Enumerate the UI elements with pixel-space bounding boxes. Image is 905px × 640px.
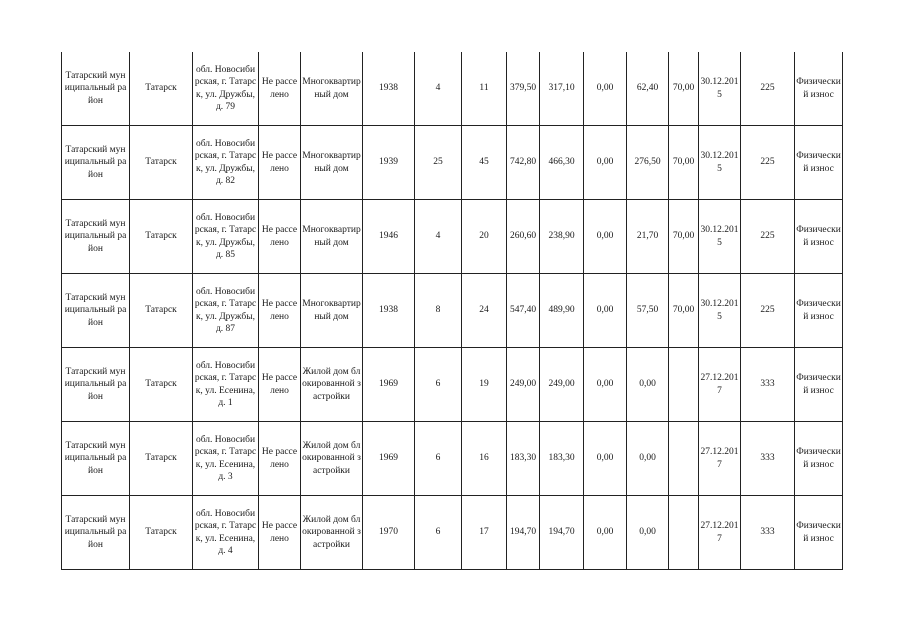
count-cell-a: 6 xyxy=(415,422,462,496)
building-type-cell: Многоквартирный дом xyxy=(301,126,363,200)
doc-number-cell: 225 xyxy=(741,200,795,274)
city-cell: Татарск xyxy=(130,422,193,496)
reason-cell: Физический износ xyxy=(795,496,843,570)
doc-number-cell: 225 xyxy=(741,52,795,126)
area-other-cell: 276,50 xyxy=(627,126,669,200)
count-cell-a: 8 xyxy=(415,274,462,348)
district-cell: Татарский муниципальный район xyxy=(62,52,130,126)
city-cell: Татарск xyxy=(130,200,193,274)
date-cell: 27.12.2017 xyxy=(699,496,741,570)
date-cell: 30.12.2015 xyxy=(699,126,741,200)
area-living-cell: 466,30 xyxy=(540,126,584,200)
status-cell: Не расселено xyxy=(259,422,301,496)
status-cell: Не расселено xyxy=(259,274,301,348)
area-other-cell: 62,40 xyxy=(627,52,669,126)
year-cell: 1938 xyxy=(363,274,415,348)
status-cell: Не расселено xyxy=(259,126,301,200)
year-cell: 1969 xyxy=(363,348,415,422)
doc-number-cell: 333 xyxy=(741,496,795,570)
year-cell: 1939 xyxy=(363,126,415,200)
wear-cell: 70,00 xyxy=(669,126,699,200)
year-cell: 1946 xyxy=(363,200,415,274)
building-type-cell: Жилой дом блокированной застройки xyxy=(301,348,363,422)
district-cell: Татарский муниципальный район xyxy=(62,348,130,422)
status-cell: Не расселено xyxy=(259,348,301,422)
doc-number-cell: 225 xyxy=(741,274,795,348)
area-total-cell: 249,00 xyxy=(507,348,540,422)
table-row xyxy=(62,422,843,496)
date-cell: 30.12.2015 xyxy=(699,52,741,126)
area-zero-cell: 0,00 xyxy=(584,348,627,422)
status-cell: Не расселено xyxy=(259,496,301,570)
table-row xyxy=(62,126,843,200)
reason-cell: Физический износ xyxy=(795,200,843,274)
building-type-cell: Жилой дом блокированной застройки xyxy=(301,422,363,496)
count-cell-a: 4 xyxy=(415,200,462,274)
area-living-cell: 194,70 xyxy=(540,496,584,570)
city-cell: Татарск xyxy=(130,496,193,570)
address-cell: обл. Новосибирская, г. Татарск, ул. Дружбы, д. 79 xyxy=(193,52,259,126)
table-row xyxy=(62,348,843,422)
year-cell: 1938 xyxy=(363,52,415,126)
reason-cell: Физический износ xyxy=(795,274,843,348)
date-cell: 27.12.2017 xyxy=(699,348,741,422)
district-cell: Татарский муниципальный район xyxy=(62,422,130,496)
reason-cell: Физический износ xyxy=(795,422,843,496)
city-cell: Татарск xyxy=(130,126,193,200)
table-row xyxy=(62,200,843,274)
housing-registry-table xyxy=(61,52,843,570)
reason-cell: Физический износ xyxy=(795,348,843,422)
city-cell: Татарск xyxy=(130,348,193,422)
district-cell: Татарский муниципальный район xyxy=(62,496,130,570)
building-type-cell: Многоквартирный дом xyxy=(301,274,363,348)
area-total-cell: 183,30 xyxy=(507,422,540,496)
area-other-cell: 57,50 xyxy=(627,274,669,348)
area-total-cell: 260,60 xyxy=(507,200,540,274)
city-cell: Татарск xyxy=(130,274,193,348)
area-zero-cell: 0,00 xyxy=(584,52,627,126)
count-cell-a: 25 xyxy=(415,126,462,200)
count-cell-a: 6 xyxy=(415,496,462,570)
address-cell: обл. Новосибирская, г. Татарск, ул. Дружбы, д. 82 xyxy=(193,126,259,200)
address-cell: обл. Новосибирская, г. Татарск, ул. Есенина, д. 3 xyxy=(193,422,259,496)
area-zero-cell: 0,00 xyxy=(584,126,627,200)
table-row xyxy=(62,274,843,348)
doc-number-cell: 333 xyxy=(741,422,795,496)
area-total-cell: 194,70 xyxy=(507,496,540,570)
area-living-cell: 249,00 xyxy=(540,348,584,422)
district-cell: Татарский муниципальный район xyxy=(62,274,130,348)
building-type-cell: Жилой дом блокированной застройки xyxy=(301,496,363,570)
count-cell-b: 24 xyxy=(462,274,507,348)
table-row xyxy=(62,496,843,570)
count-cell-a: 4 xyxy=(415,52,462,126)
status-cell: Не расселено xyxy=(259,52,301,126)
wear-cell: 70,00 xyxy=(669,200,699,274)
year-cell: 1969 xyxy=(363,422,415,496)
count-cell-b: 17 xyxy=(462,496,507,570)
area-zero-cell: 0,00 xyxy=(584,274,627,348)
count-cell-a: 6 xyxy=(415,348,462,422)
area-other-cell: 0,00 xyxy=(627,496,669,570)
area-zero-cell: 0,00 xyxy=(584,496,627,570)
area-living-cell: 317,10 xyxy=(540,52,584,126)
wear-cell: 70,00 xyxy=(669,52,699,126)
count-cell-b: 45 xyxy=(462,126,507,200)
area-total-cell: 742,80 xyxy=(507,126,540,200)
district-cell: Татарский муниципальный район xyxy=(62,126,130,200)
table-row xyxy=(62,52,843,126)
wear-cell: 70,00 xyxy=(669,274,699,348)
count-cell-b: 19 xyxy=(462,348,507,422)
city-cell: Татарск xyxy=(130,52,193,126)
building-type-cell: Многоквартирный дом xyxy=(301,52,363,126)
area-zero-cell: 0,00 xyxy=(584,422,627,496)
date-cell: 27.12.2017 xyxy=(699,422,741,496)
address-cell: обл. Новосибирская, г. Татарск, ул. Есенина, д. 4 xyxy=(193,496,259,570)
building-type-cell: Многоквартирный дом xyxy=(301,200,363,274)
area-living-cell: 183,30 xyxy=(540,422,584,496)
doc-number-cell: 225 xyxy=(741,126,795,200)
area-zero-cell: 0,00 xyxy=(584,200,627,274)
doc-number-cell: 333 xyxy=(741,348,795,422)
date-cell: 30.12.2015 xyxy=(699,200,741,274)
status-cell: Не расселено xyxy=(259,200,301,274)
wear-cell xyxy=(669,496,699,570)
area-other-cell: 21,70 xyxy=(627,200,669,274)
area-living-cell: 238,90 xyxy=(540,200,584,274)
address-cell: обл. Новосибирская, г. Татарск, ул. Дружбы, д. 87 xyxy=(193,274,259,348)
reason-cell: Физический износ xyxy=(795,126,843,200)
area-other-cell: 0,00 xyxy=(627,348,669,422)
count-cell-b: 20 xyxy=(462,200,507,274)
date-cell: 30.12.2015 xyxy=(699,274,741,348)
year-cell: 1970 xyxy=(363,496,415,570)
district-cell: Татарский муниципальный район xyxy=(62,200,130,274)
area-other-cell: 0,00 xyxy=(627,422,669,496)
area-total-cell: 547,40 xyxy=(507,274,540,348)
count-cell-b: 16 xyxy=(462,422,507,496)
address-cell: обл. Новосибирская, г. Татарск, ул. Дружбы, д. 85 xyxy=(193,200,259,274)
area-total-cell: 379,50 xyxy=(507,52,540,126)
wear-cell xyxy=(669,348,699,422)
address-cell: обл. Новосибирская, г. Татарск, ул. Есенина, д. 1 xyxy=(193,348,259,422)
reason-cell: Физический износ xyxy=(795,52,843,126)
wear-cell xyxy=(669,422,699,496)
count-cell-b: 11 xyxy=(462,52,507,126)
area-living-cell: 489,90 xyxy=(540,274,584,348)
